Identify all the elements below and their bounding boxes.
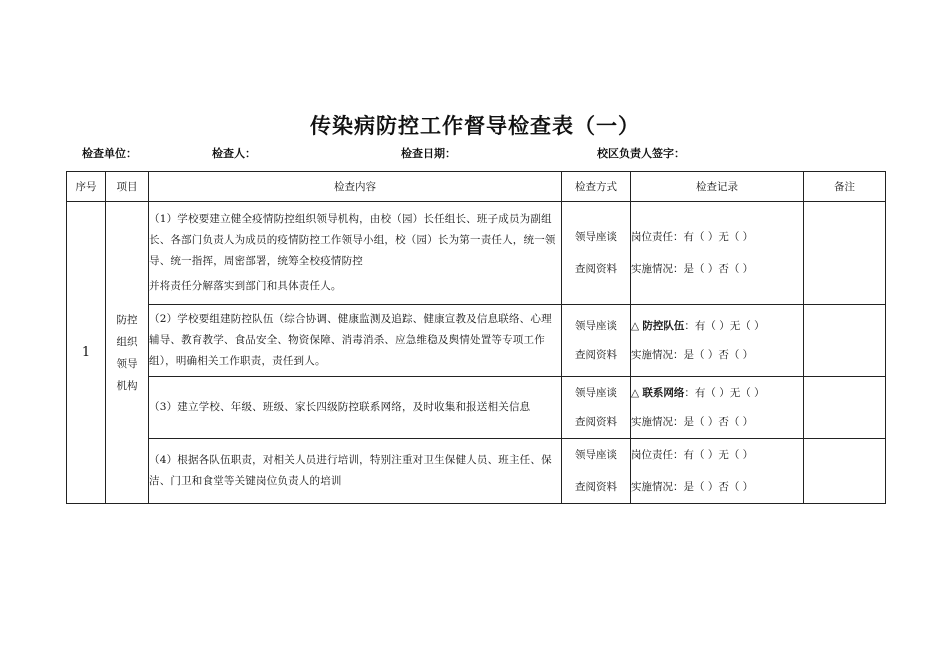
record-cell [631, 377, 804, 439]
record-line: 实施情况：是（ ）否（ ） [631, 415, 754, 428]
record-cell [631, 439, 804, 504]
method-text: 查阅资料 [575, 481, 617, 493]
header-item: 项目 [106, 172, 149, 202]
record-line [631, 312, 803, 341]
inspection-table [66, 171, 886, 504]
method-text: 领导座谈 [575, 319, 617, 332]
method-text: 查阅资料 [575, 263, 617, 275]
remarks-cell [804, 202, 886, 305]
method-text: 查阅资料 [575, 348, 617, 361]
record-cell [631, 305, 804, 377]
method-cell [562, 377, 631, 439]
content-extra-text: 并将责任分解落实到部门和具体责任人。 [149, 280, 342, 292]
header-index: 序号 [67, 172, 106, 202]
item-line: 组织 [116, 335, 138, 348]
record-line-text: ：有（ ）无（ ） [684, 386, 765, 399]
header-method: 检查方式 [562, 172, 631, 202]
header-record: 检查记录 [631, 172, 804, 202]
triangle-icon: △ [631, 319, 643, 332]
method-cell [562, 305, 631, 377]
item-line: 防控 [116, 313, 138, 326]
inspector-label: 检查人： [212, 147, 256, 160]
content-cell [149, 202, 562, 305]
item-line: 领导 [116, 357, 138, 370]
content-text: （2）学校要组建防控队伍（综合协调、健康监测及追踪、健康宣教及信息联络、心理辅导、教育教学、食品安全、物资保障、消毒消杀、应急维稳及舆情处置等专项工作组），明确相关工作职责，责任到人。 [149, 313, 552, 367]
content-cell [149, 377, 562, 439]
header-remarks: 备注 [804, 172, 886, 202]
record-bold-label: 防控队伍 [642, 319, 685, 332]
item-line: 机构 [116, 379, 138, 392]
record-line: 实施情况：是（ ）否（ ） [631, 348, 754, 361]
date-label: 检查日期： [401, 147, 456, 160]
record-line: 实施情况：是（ ）否（ ） [631, 263, 754, 275]
record-cell [631, 202, 804, 305]
content-text: （4）根据各队伍职责，对相关人员进行培训，特别注重对卫生保健人员、班主任、保洁、门卫和食堂等关键岗位负责人的培训 [149, 454, 552, 487]
content-cell [149, 439, 562, 504]
method-text: 领导座谈 [575, 449, 617, 461]
remarks-cell [804, 439, 886, 504]
content-cell [149, 305, 562, 377]
method-text: 领导座谈 [575, 386, 617, 399]
document-title: 传染病防控工作督导检查表（一） [310, 113, 640, 138]
table-header-row [67, 172, 886, 202]
content-text: （1）学校要建立健全疫情防控组织领导机构，由校（园）长任组长、班子成员为副组长、各部门负责人为成员的疫情防控工作领导小组，校（园）长为第一责任人，统一领导、统一指挥，周密部署，统筹全校疫情防控 [149, 213, 556, 267]
table-row [67, 439, 886, 504]
signature-label: 校区负责人签字： [597, 147, 685, 160]
remarks-cell [804, 305, 886, 377]
method-text: 领导座谈 [575, 231, 617, 243]
method-cell [562, 439, 631, 504]
record-line: 岗位责任：有（ ）无（ ） [631, 449, 754, 461]
record-line-text: ：有（ ）无（ ） [684, 319, 765, 332]
header-content: 检查内容 [149, 172, 562, 202]
unit-label: 检查单位： [82, 147, 137, 160]
table-row [67, 305, 886, 377]
record-line: 实施情况：是（ ）否（ ） [631, 481, 754, 493]
method-cell [562, 202, 631, 305]
row-index: 1 [67, 202, 106, 504]
content-text: （3）建立学校、年级、班级、家长四级防控联系网络，及时收集和报送相关信息 [149, 401, 531, 413]
record-line [631, 379, 803, 408]
method-text: 查阅资料 [575, 415, 617, 428]
table-row [67, 202, 886, 305]
remarks-cell [804, 377, 886, 439]
triangle-icon: △ [631, 386, 643, 399]
table-row [67, 377, 886, 439]
item-cell [106, 202, 149, 504]
record-line: 岗位责任：有（ ）无（ ） [631, 231, 754, 243]
record-bold-label: 联系网络 [642, 386, 685, 399]
